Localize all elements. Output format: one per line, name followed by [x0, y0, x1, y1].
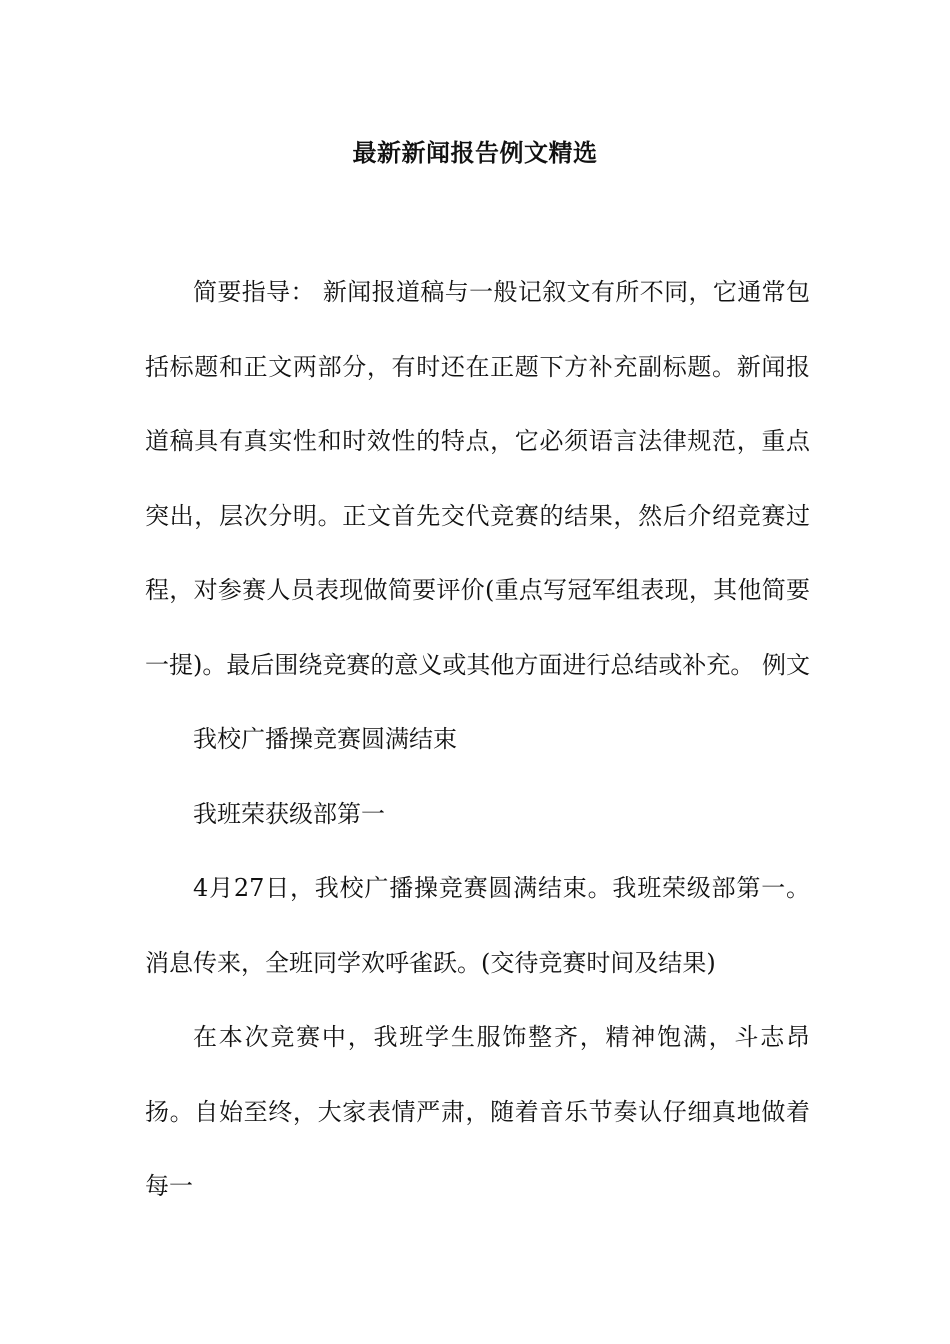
paragraph-result: 4月27日，我校广播操竞赛圆满结束。我班荣级部第一。消息传来，全班同学欢呼雀跃。(交待竞赛时间及结果) — [145, 874, 810, 977]
paragraph-guidance: 简要指导： 新闻报道稿与一般记叙文有所不同，它通常包括标题和正文两部分，有时还在正题下方补充副标题。新闻报道稿具有真实性和时效性的特点，它必须语言法律规范，重点突出，层次分明。正文首先交代竞赛的结果，然后介绍竞赛过程，对参赛人员表现做简要评价(重点写冠军组表现，其他简要一提)。最后围绕竞赛的意义或其他方面进行总结或补充。 例文 — [145, 278, 810, 679]
document-body — [145, 255, 810, 1224]
document-title: 最新新闻报告例文精选 — [352, 139, 598, 167]
paragraph-performance: 在本次竞赛中，我班学生服饰整齐，精神饱满，斗志昂扬。自始至终，大家表情严肃，随着音乐节奏认仔细真地做着每一 — [145, 1023, 810, 1200]
paragraph-headline: 我校广播操竞赛圆满结束 — [193, 725, 457, 753]
paragraph-subheadline: 我班荣获级部第一 — [193, 799, 385, 828]
